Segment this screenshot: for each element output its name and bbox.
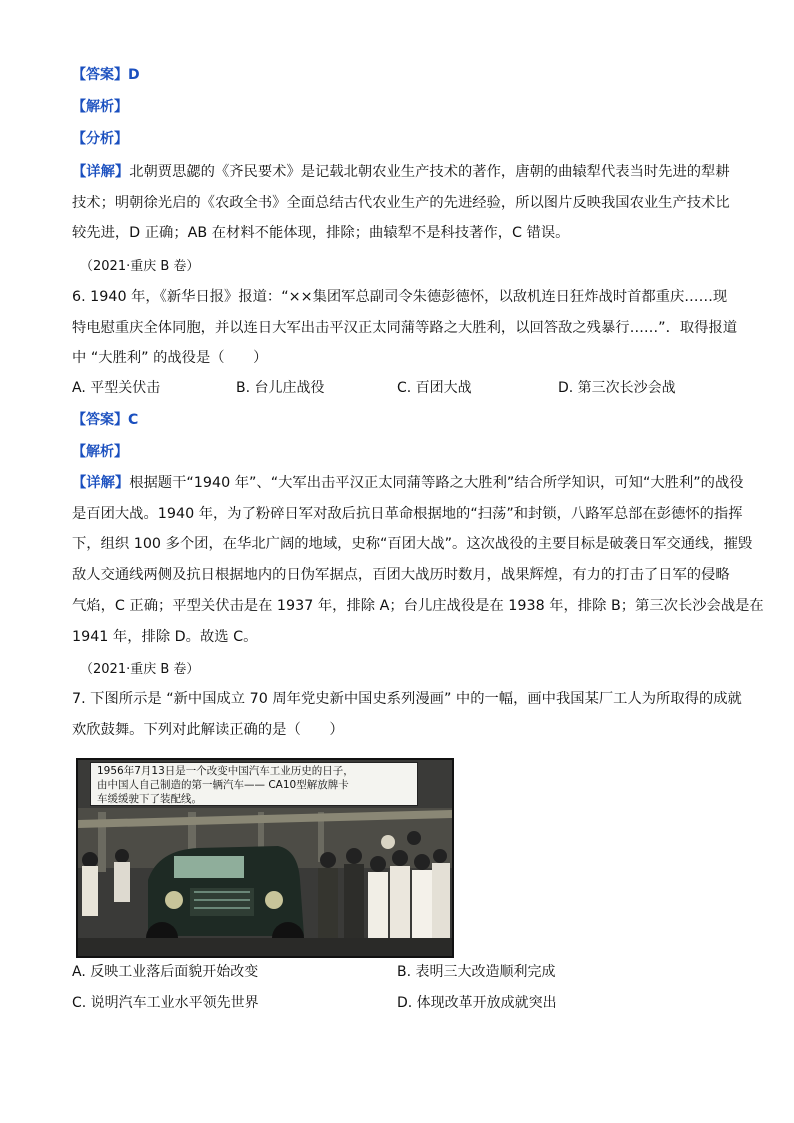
q6-stem-line-3: 中 “大胜利” 的战役是（ ） (72, 350, 268, 367)
q6-detail-line-6: 1941 年，排除 D。故选 C。 (72, 628, 258, 645)
q5-analysis-label (72, 97, 128, 117)
q6-analysis-text: 【解析】 (72, 444, 128, 460)
q6-option-b: B. 台儿庄战役 (236, 380, 325, 396)
q6-stem (72, 282, 738, 374)
comic-caption-line-2: 由中国人自己制造的第一辆汽车—— CA10型解放牌卡 (97, 779, 349, 791)
q7-stem (72, 684, 742, 745)
q5-detail-line-1 (72, 157, 730, 188)
q5-answer-text: 【答案】D (72, 67, 140, 83)
q5-detail-line-3: 较先进，D 正确；AB 在材料不能体现，排除；曲辕犁不是科技著作，C 错误。 (72, 225, 570, 242)
q5-fenxi-label (72, 129, 128, 149)
q6-detail-tag: 【详解】 (72, 475, 130, 491)
q5-detail (72, 157, 730, 249)
q6-stem-line-2: 特电慰重庆全体同胞，并以连日大军出击平汉正太同蒲等路之大胜利，以回答敌之残暴行……”．取得报道 (72, 319, 738, 336)
q6-option-d: D. 第三次长沙会战 (558, 380, 676, 396)
q6-detail-line-4: 敌人交通线两侧及抗日根据地内的日伪军据点，百团大战历时数月，战果辉煌，有力的打击了日军的侵略 (72, 567, 730, 584)
q5-detail-text-1: 北朝贾思勰的《齐民要术》是记载北朝农业生产技术的著作，唐朝的曲辕犁代表当时先进的犁耕 (129, 164, 730, 180)
q7-option-c: C. 说明汽车工业水平领先世界 (72, 995, 259, 1011)
q7-stem-line-2: 欢欣鼓舞。下列对此解读正确的是（ ） (72, 721, 344, 738)
q6-detail-line-1 (72, 468, 744, 499)
q6-analysis-label (72, 442, 128, 462)
comic-caption (90, 762, 418, 806)
q7-stem-line-1: 7. 下图所示是 “新中国成立 70 周年党史新中国史系列漫画” 中的一幅，画中我国某厂工人为所取得的成就 (72, 691, 742, 707)
q6-detail-line-5: 气焰，C 正确；平型关伏击是在 1937 年，排除 A；台儿庄战役是在 1938 年，排除 B；第三次长沙会战是在 (72, 597, 764, 614)
q6-source: （2021·重庆 B 卷） (80, 259, 200, 274)
q6-detail (72, 468, 764, 652)
q6-detail-line-3: 下，组织 100 多个团，在华北广阔的地域，史称“百团大战”。这次战役的主要目标是破袭日军交通线，摧毁 (72, 536, 753, 553)
q6-answer-text: 【答案】C (72, 412, 139, 428)
q5-fenxi-text: 【分析】 (72, 131, 128, 147)
comic-illustration (76, 758, 454, 958)
comic-caption-line-1: 1956年7月13日是一个改变中国汽车工业历史的日子， (97, 765, 354, 777)
q6-detail-text-1: 根据题干“1940 年”、“大军出击平汉正太同蒲等路之大胜利”结合所学知识，可知“大胜利”的战役 (129, 475, 744, 491)
q7-source: （2021·重庆 B 卷） (80, 662, 200, 677)
q7-option-b: B. 表明三大改造顺利完成 (397, 964, 556, 980)
comic-caption-line-3: 车缓缓驶下了装配线。 (97, 793, 202, 805)
q7-option-d: D. 体现改革开放成就突出 (397, 995, 557, 1011)
q5-answer (72, 65, 140, 85)
q6-option-a: A. 平型关伏击 (72, 380, 161, 396)
q6-detail-line-2: 是百团大战。1940 年，为了粉碎日军对敌后抗日革命根据地的“扫荡”和封锁，八路军总部在彭德怀的指挥 (72, 505, 743, 522)
q6-option-c: C. 百团大战 (397, 380, 472, 396)
q5-analysis-text: 【解析】 (72, 99, 128, 115)
q6-answer (72, 410, 138, 430)
q6-stem-line-1: 6. 1940 年，《新华日报》报道：“××集团军总副司令朱德彭德怀，以敌机连日狂炸战时首都重庆……现 (72, 289, 728, 305)
q7-option-a: A. 反映工业落后面貌开始改变 (72, 964, 259, 980)
q5-detail-line-2: 技术；明朝徐光启的《农政全书》全面总结古代农业生产的先进经验，所以图片反映我国农业生产技术比 (72, 194, 730, 211)
q5-detail-tag: 【详解】 (72, 164, 130, 180)
